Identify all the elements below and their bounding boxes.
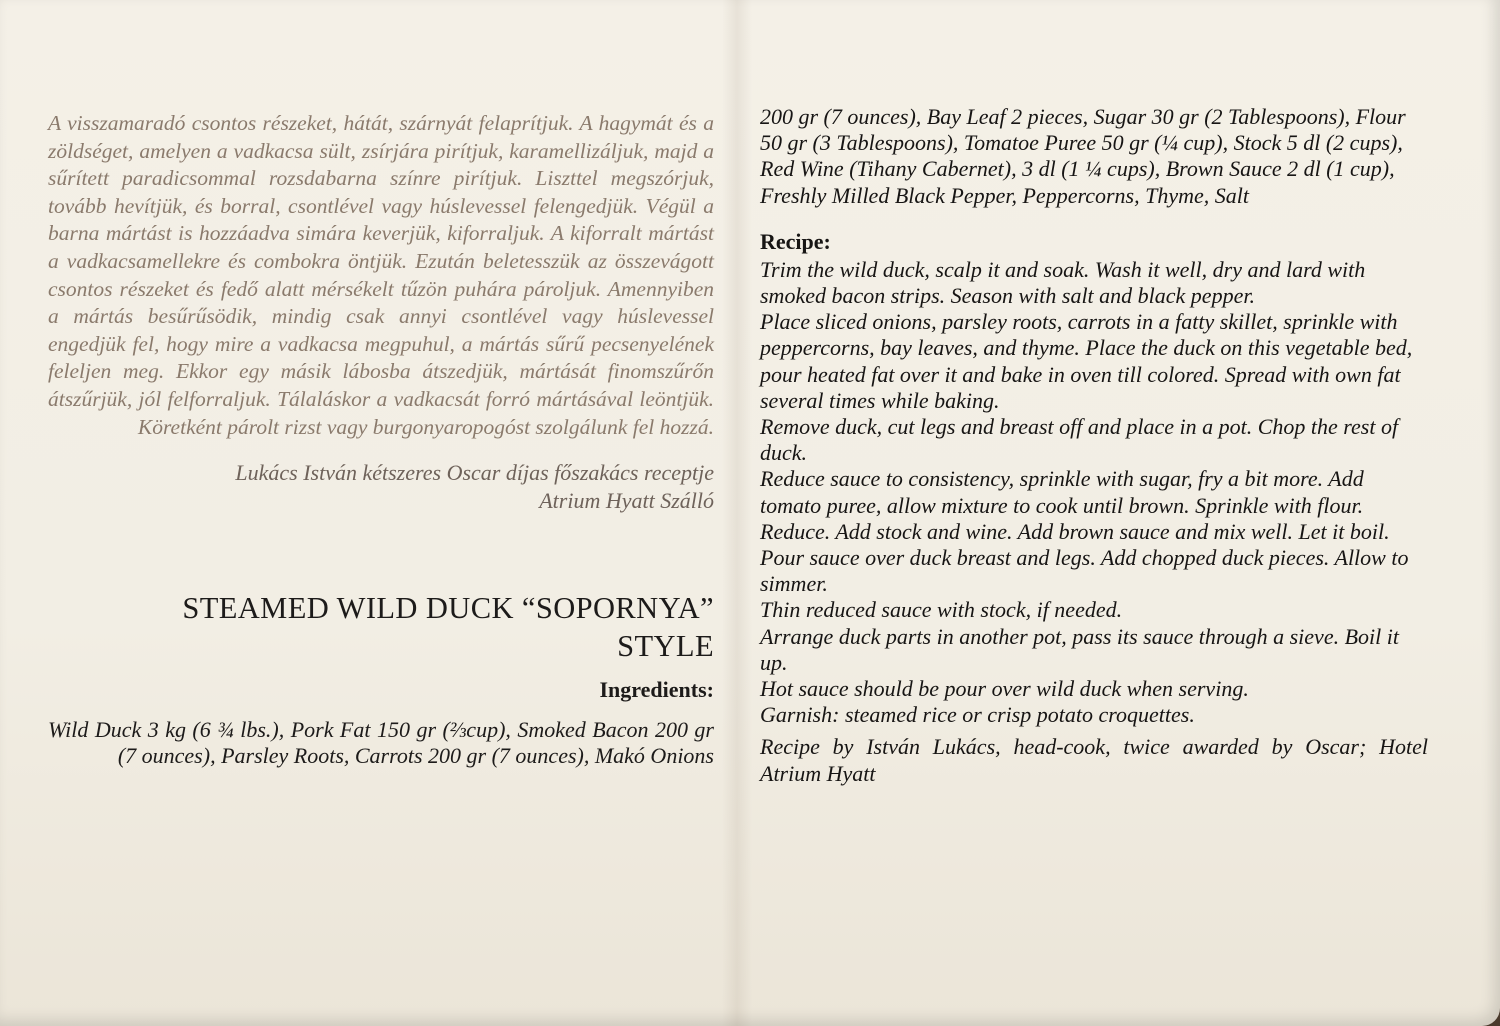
recipe-step: Hot sauce should be pour over wild duck when serving.: [760, 676, 1249, 702]
english-credit: Recipe by István Lukács, head-cook, twice awarded by Oscar; Hotel Atrium Hyatt: [760, 734, 1428, 786]
recipe-step: Pour sauce over duck breast and legs. Add chopped duck pieces. Allow to simmer.: [760, 545, 1409, 597]
recipe-heading: Recipe:: [760, 228, 831, 254]
ingredients-list-continued: 200 gr (7 ounces), Bay Leaf 2 pieces, Sugar 30 gr (2 Tablespoons), Flour 50 gr (3 Tablespoons), Tomatoe Puree 50 gr (¼ cup), Stock 5 dl (2 cups), Red Wine (Tihany Cabernet), 3 dl (1 ¼ cups), Brown Sauce 2 dl (1 cup), Freshly Milled Black Pepper, Peppercorns, Thyme, Salt: [760, 104, 1406, 208]
left-page: [48, 110, 714, 769]
recipe-step: Trim the wild duck, scalp it and soak. Wash it well, dry and lard with smoked bacon strips. Season with salt and black pepper.: [760, 256, 1366, 309]
hungarian-credit-line-2: Atrium Hyatt Szálló: [539, 488, 714, 514]
hungarian-method-text: A visszamaradó csontos részeket, hátát, szárnyát felaprítjuk. A hagymát és a zöldséget, amelyen a vadkacsa sült, zsírjára pirítjuk, karamellizáljuk, majd a sűrített paradicsommal rozsdabarna színre pirítjuk. Liszttel megszórjuk, tovább hevítjük, és borral, csontlével vagy húslevessel felengedjük. Végül a barna mártást is hozzáadva simára keverjük, kiforraljuk. A kiforralt mártást a vadkacsamellekre és combokra öntjük. Ezután beletesszük az összevágott csontos részeket és fedő alatt mérsékelt tűzön puhára pároljuk. Amennyiben a mártás besűrűsödik, mindig csak annyi csontlével vagy húslevessel engedjük fel, hogy mire a vadkacsa megpuhul, a mártás sűrű pecsenyelének feleljen meg. Ekkor egy másik lábosba átszedjük, mártását finomszűrőn átszűrjük, jól felforraljuk. Tálaláskor a vadkacsát forró mártásával leöntjük. Köretként párolt rizst vagy burgonyaropogóst szolgálunk fel hozzá.: [48, 111, 714, 439]
recipe-title: [48, 589, 714, 665]
recipe-step: Thin reduced sauce with stock, if needed.: [760, 597, 1123, 623]
hungarian-credit: [48, 459, 714, 515]
recipe-step: Garnish: steamed rice or crisp potato croquettes.: [760, 702, 1195, 728]
hungarian-credit-line-1: Lukács István kétszeres Oscar díjas főszakács receptje: [235, 460, 714, 486]
recipe-title-line-2: STYLE: [617, 629, 714, 664]
right-page: [760, 104, 1428, 787]
recipe-title-line-1: STEAMED WILD DUCK “SOPORNYA”: [182, 591, 714, 626]
page-gutter: [722, 0, 752, 1026]
recipe-step: Reduce sauce to consistency, sprinkle with sugar, fry a bit more. Add tomato puree, allow mixture to cook until brown. Sprinkle with flour. Reduce. Add stock and wine. Add brown sauce and mix well. Let it boil.: [760, 466, 1390, 544]
recipe-steps: [760, 257, 1428, 729]
recipe-step: Place sliced onions, parsley roots, carrots in a fatty skillet, sprinkle with peppercorns, bay leaves, and thyme. Place the duck on this vegetable bed, pour heated fat over it and bake in oven till colored. Spread with own fat several times while baking.: [760, 309, 1413, 413]
recipe-step: Remove duck, cut legs and breast off and place in a pot. Chop the rest of duck.: [760, 414, 1399, 466]
ingredients-list-start: Wild Duck 3 kg (6 ¾ lbs.), Pork Fat 150 gr (⅔cup), Smoked Bacon 200 gr (7 ounces), Parsley Roots, Carrots 200 gr (7 ounces), Makó Onions: [48, 717, 714, 769]
ingredients-heading: Ingredients:: [599, 677, 714, 703]
recipe-step: Arrange duck parts in another pot, pass its sauce through a sieve. Boil it up.: [760, 623, 1399, 675]
